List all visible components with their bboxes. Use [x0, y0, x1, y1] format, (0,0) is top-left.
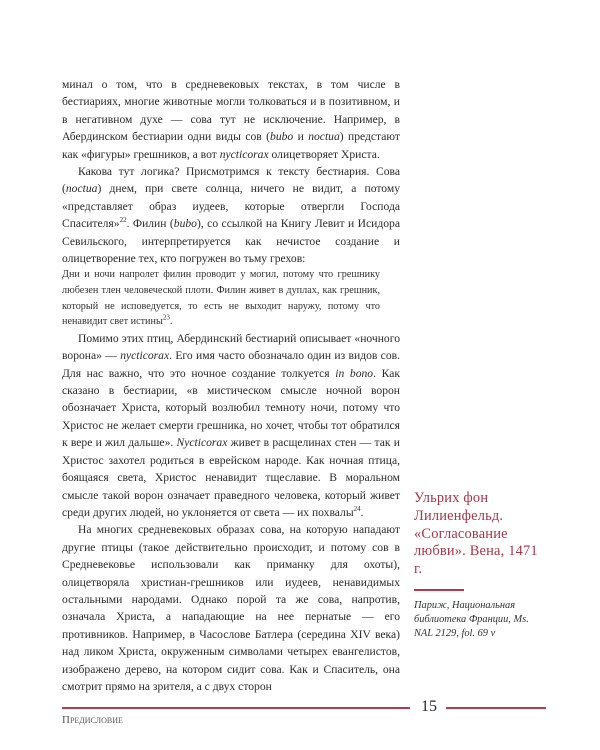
page-number: 15	[421, 698, 437, 715]
footnote-ref-22: 22	[119, 216, 127, 225]
paragraph-2: Какова тут логика? Присмотримся к тексту бестиария. Сова (noctua) днем, при свете солнца, ничего не видит, а потому «представляет образ иудеев, которые отвергли Господа Спасителя»$^{22}$. Филин (bubo), со ссылкой на Книгу Левит и Исидора Севильского, интерпретируется как нечистое создание и олицетворение тех, кто погружен во тьму грехов:	[62, 165, 400, 266]
image-caption-sidebar	[414, 490, 544, 642]
caption-source: Париж, Национальная библиотека Франции, Ms. NAL 2129, fol. 69 v	[414, 599, 529, 640]
block-quote: Дни и ночи напролет филин проводит у могил, потому что грешнику любезен тлен человеческой плоти. Филин живет в дуплах, как грешник, который не исповедуется, то есть не выходит наружу, потому что ненавидит свет истины$^{23}$.	[62, 269, 380, 328]
main-text-column	[62, 76, 400, 695]
paragraph-4: На многих средневековых образах сова, на которую нападают другие птицы (такое действительно происходит, и потому сов в Средневековье использовали как приманку для охоты), олицетворяла христиан-грешников или иудеев, ненавидимых остальными народами. Однако порой та же сова, напротив, означала Христа, а нападающие на нее пернатые — его противников. Например, в Часослове Батлера (середина XIV века) над ликом Христа, окруженным символами четырех евангелистов, изображено дерево, на котором сидит сова. Как и Спаситель, она смотрит прямо на зрителя, а с двух сторон	[62, 523, 400, 693]
footnote-ref-23: 23	[162, 313, 170, 322]
caption-divider	[414, 589, 464, 591]
paragraph-1: минал о том, что в средневековых текстах, в том числе в бестиариях, многие животные могли толковаться и в позитивном, и в негативном духе — сова тут не исключение. Например, в Абердинском бестиарии одни виды сов (bubo и noctua) предстают как «фигуры» грешников, а вот nycticorax олицетворяет Христа.	[62, 78, 400, 161]
paragraph-3: Помимо этих птиц, Абердинский бестиарий описывает «ночного ворона» — nycticorax. Его имя часто обозначало один из видов сов. Для нас важно, что это ночное создание толкуется in bono. Как сказано в бестиарии, «в мистическом смысле ночной ворон обозначает Христа, который возлюбил темноту ночи, потому что Христос не желает смерти грешника, но хочет, чтобы тот обратился к вере и жил дальше». Nycticorax живет в расщелинах стен — так и Христос захотел родиться в еврейском народе. Как ночная птица, боящаяся света, Христос ненавидит тщеславие. В моральном смысле такой ворон означает праведного человека, который живет среди других людей, но уклоняется от света — их похвалы$^{24}$.	[62, 331, 401, 519]
caption-title: Ульрих фон Лилиенфельд. «Согласование любви». Вена, 1471 г.	[414, 490, 538, 578]
footer-rule-left	[62, 707, 410, 709]
footnote-ref-24: 24	[353, 505, 361, 514]
running-footer-title: Предисловие	[62, 714, 123, 726]
footer-rule-right	[446, 707, 546, 709]
